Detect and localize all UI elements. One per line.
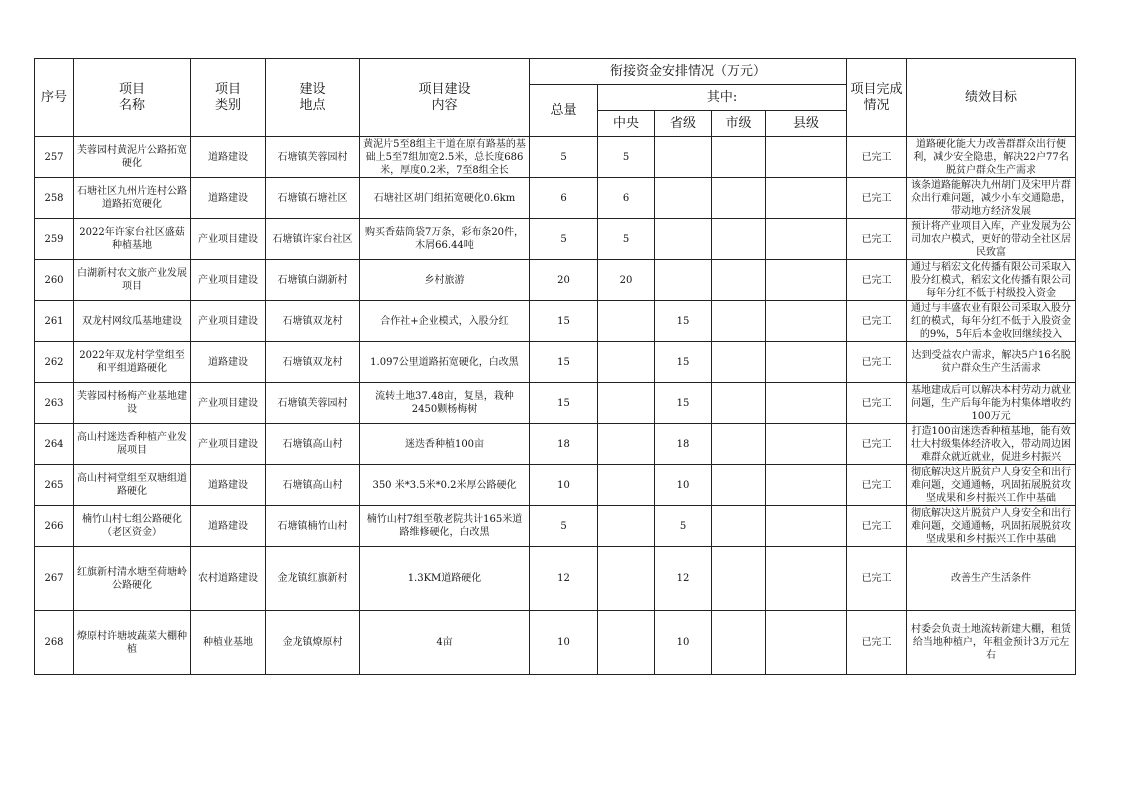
- header-county: 县级: [766, 111, 847, 137]
- cell-province: 10: [655, 465, 712, 506]
- cell-project-type: 道路建设: [191, 342, 266, 383]
- cell-central: 5: [598, 137, 655, 178]
- cell-location: 石塘镇许家台社区: [266, 219, 360, 260]
- cell-province: 15: [655, 301, 712, 342]
- cell-county: [766, 506, 847, 547]
- cell-status: 已完工: [847, 301, 907, 342]
- cell-city: [712, 137, 766, 178]
- cell-status: 已完工: [847, 506, 907, 547]
- table-row: [35, 260, 1076, 301]
- cell-seq: 258: [35, 178, 74, 219]
- header-status: 项目完成 情况: [847, 59, 907, 137]
- table-row: [35, 383, 1076, 424]
- table-row: [35, 178, 1076, 219]
- cell-goal: 预计将产业项目入库，产业发展为公司加农户模式，更好的带动全社区居民致富: [907, 219, 1076, 260]
- cell-total: 18: [530, 424, 598, 465]
- cell-county: [766, 260, 847, 301]
- header-province: 省级: [655, 111, 712, 137]
- cell-total: 5: [530, 219, 598, 260]
- cell-status: 已完工: [847, 424, 907, 465]
- cell-total: 15: [530, 383, 598, 424]
- header-central: 中央: [598, 111, 655, 137]
- cell-location: 石塘镇高山村: [266, 424, 360, 465]
- cell-status: 已完工: [847, 465, 907, 506]
- cell-project-name: 红旗新村清水塘至荷塘岭公路硬化: [74, 547, 191, 611]
- cell-project-type: 产业项目建设: [191, 424, 266, 465]
- cell-total: 6: [530, 178, 598, 219]
- cell-status: 已完工: [847, 260, 907, 301]
- cell-city: [712, 465, 766, 506]
- cell-province: 18: [655, 424, 712, 465]
- header-total: 总量: [530, 85, 598, 137]
- cell-seq: 266: [35, 506, 74, 547]
- cell-content: 1.097公里道路拓宽硬化，白改黑: [360, 342, 530, 383]
- cell-seq: 267: [35, 547, 74, 611]
- cell-total: 10: [530, 465, 598, 506]
- cell-central: [598, 611, 655, 675]
- cell-city: [712, 301, 766, 342]
- cell-status: 已完工: [847, 383, 907, 424]
- project-table: [34, 58, 1076, 675]
- cell-goal: 道路硬化能大力改善群群众出行便利，减少安全隐患，解决22户77名脱贫户群众生产需求: [907, 137, 1076, 178]
- cell-county: [766, 424, 847, 465]
- cell-county: [766, 465, 847, 506]
- cell-status: 已完工: [847, 611, 907, 675]
- cell-central: [598, 465, 655, 506]
- cell-total: 10: [530, 611, 598, 675]
- cell-status: 已完工: [847, 178, 907, 219]
- cell-total: 15: [530, 301, 598, 342]
- header-of-which: 其中:: [598, 85, 847, 111]
- cell-project-type: 种植业基地: [191, 611, 266, 675]
- cell-county: [766, 301, 847, 342]
- header-seq: 序号: [35, 59, 74, 137]
- cell-total: 15: [530, 342, 598, 383]
- cell-location: 金龙镇燎原村: [266, 611, 360, 675]
- cell-province: 10: [655, 611, 712, 675]
- cell-province: [655, 137, 712, 178]
- cell-goal: 彻底解决这片脱贫户人身安全和出行难问题，交通通畅，巩固拓展脱贫攻坚成果和乡村振兴工作中基础: [907, 465, 1076, 506]
- table-row: [35, 465, 1076, 506]
- cell-content: 流转土地37.48亩，复垦，栽种2450颗杨梅树: [360, 383, 530, 424]
- cell-goal: 通过与丰盛农业有限公司采取入股分红的模式，每年分红不低于入股资金的9%，5年后本金收回继续投入: [907, 301, 1076, 342]
- cell-total: 20: [530, 260, 598, 301]
- cell-project-name: 芙蓉园村黄泥片公路拓宽硬化: [74, 137, 191, 178]
- cell-goal: 改善生产生活条件: [907, 547, 1076, 611]
- table-row: [35, 611, 1076, 675]
- cell-goal: 通过与稻宏文化传播有限公司采取入股分红模式，稻宏文化传播有限公司每年分红不低于村级投入资金: [907, 260, 1076, 301]
- cell-project-type: 道路建设: [191, 137, 266, 178]
- cell-goal: 彻底解决这片脱贫户人身安全和出行难问题，交通通畅，巩固拓展脱贫攻坚成果和乡村振兴工作中基础: [907, 506, 1076, 547]
- cell-project-name: 燎原村许塘坡蔬菜大棚种植: [74, 611, 191, 675]
- cell-project-name: 芙蓉园村杨梅产业基地建设: [74, 383, 191, 424]
- table-row: [35, 342, 1076, 383]
- cell-goal: 该条道路能解决九州胡门及宋甲片群众出行难问题，减少小车交通隐患，带动地方经济发展: [907, 178, 1076, 219]
- cell-status: 已完工: [847, 342, 907, 383]
- cell-project-type: 产业项目建设: [191, 301, 266, 342]
- header-city: 市级: [712, 111, 766, 137]
- cell-county: [766, 219, 847, 260]
- cell-city: [712, 547, 766, 611]
- cell-content: 乡村旅游: [360, 260, 530, 301]
- cell-status: 已完工: [847, 137, 907, 178]
- cell-goal: 村委会负责土地流转新建大棚，租赁给当地种植户，年租金预计3万元左右: [907, 611, 1076, 675]
- cell-project-name: 白湖新村农文旅产业发展项目: [74, 260, 191, 301]
- cell-county: [766, 178, 847, 219]
- cell-central: [598, 547, 655, 611]
- cell-seq: 257: [35, 137, 74, 178]
- cell-location: 石塘镇楠竹山村: [266, 506, 360, 547]
- cell-location: 石塘镇高山村: [266, 465, 360, 506]
- cell-status: 已完工: [847, 547, 907, 611]
- cell-location: 石塘镇双龙村: [266, 342, 360, 383]
- cell-province: [655, 260, 712, 301]
- cell-project-type: 道路建设: [191, 465, 266, 506]
- cell-seq: 261: [35, 301, 74, 342]
- header-funds: 衔接资金安排情况（万元）: [530, 59, 847, 85]
- table-row: [35, 219, 1076, 260]
- cell-content: 楠竹山村7组至敬老院共计165米道路维修硬化，白改黑: [360, 506, 530, 547]
- cell-province: [655, 178, 712, 219]
- cell-project-name: 2022年许家台社区盛菇种植基地: [74, 219, 191, 260]
- cell-location: 石塘镇白湖新村: [266, 260, 360, 301]
- cell-seq: 262: [35, 342, 74, 383]
- cell-county: [766, 383, 847, 424]
- cell-seq: 268: [35, 611, 74, 675]
- cell-project-type: 产业项目建设: [191, 260, 266, 301]
- cell-county: [766, 547, 847, 611]
- cell-location: 石塘镇双龙村: [266, 301, 360, 342]
- cell-central: [598, 383, 655, 424]
- cell-location: 石塘镇石塘社区: [266, 178, 360, 219]
- header-project-name: 项目 名称: [74, 59, 191, 137]
- cell-county: [766, 611, 847, 675]
- cell-total: 5: [530, 506, 598, 547]
- cell-city: [712, 383, 766, 424]
- cell-goal: 基地建成后可以解决本村劳动力就业问题，生产后每年能为村集体增收约100万元: [907, 383, 1076, 424]
- cell-total: 12: [530, 547, 598, 611]
- cell-project-name: 双龙村网纹瓜基地建设: [74, 301, 191, 342]
- cell-city: [712, 506, 766, 547]
- cell-county: [766, 342, 847, 383]
- cell-project-type: 产业项目建设: [191, 383, 266, 424]
- cell-project-name: 石塘社区九州片连村公路道路拓宽硬化: [74, 178, 191, 219]
- header-location: 建设 地点: [266, 59, 360, 137]
- cell-project-name: 高山村迷迭香种植产业发展项目: [74, 424, 191, 465]
- cell-project-name: 高山村祠堂组至双塘组道路硬化: [74, 465, 191, 506]
- cell-location: 石塘镇芙蓉园村: [266, 383, 360, 424]
- cell-central: [598, 301, 655, 342]
- cell-central: 20: [598, 260, 655, 301]
- cell-central: 6: [598, 178, 655, 219]
- table-row: [35, 547, 1076, 611]
- cell-content: 1.3KM道路硬化: [360, 547, 530, 611]
- cell-content: 黄泥片5至8组主干道在原有路基的基础上5至7组加宽2.5米，总长度686米，厚度0.2米，7至8组全长: [360, 137, 530, 178]
- cell-total: 5: [530, 137, 598, 178]
- cell-province: [655, 219, 712, 260]
- cell-content: 4亩: [360, 611, 530, 675]
- cell-content: 350 米*3.5米*0.2米厚公路硬化: [360, 465, 530, 506]
- cell-seq: 260: [35, 260, 74, 301]
- cell-goal: 打造100亩迷迭香种植基地，能有效壮大村级集体经济收入，带动周边困难群众就近就业，促进乡村振兴: [907, 424, 1076, 465]
- cell-status: 已完工: [847, 219, 907, 260]
- cell-province: 15: [655, 383, 712, 424]
- cell-project-type: 道路建设: [191, 506, 266, 547]
- cell-seq: 265: [35, 465, 74, 506]
- cell-province: 15: [655, 342, 712, 383]
- header-project-type: 项目 类别: [191, 59, 266, 137]
- cell-city: [712, 260, 766, 301]
- cell-location: 金龙镇红旗新村: [266, 547, 360, 611]
- cell-seq: 264: [35, 424, 74, 465]
- cell-content: 石塘社区胡门组拓宽硬化0.6km: [360, 178, 530, 219]
- cell-project-type: 农村道路建设: [191, 547, 266, 611]
- cell-city: [712, 611, 766, 675]
- cell-seq: 263: [35, 383, 74, 424]
- header-content: 项目建设 内容: [360, 59, 530, 137]
- cell-project-name: 楠竹山村七组公路硬化（老区资金）: [74, 506, 191, 547]
- cell-city: [712, 424, 766, 465]
- table-row: [35, 301, 1076, 342]
- cell-province: 5: [655, 506, 712, 547]
- cell-city: [712, 342, 766, 383]
- cell-content: 合作社+企业模式，入股分红: [360, 301, 530, 342]
- cell-project-name: 2022年双龙村学堂组至和平组道路硬化: [74, 342, 191, 383]
- cell-project-type: 产业项目建设: [191, 219, 266, 260]
- cell-province: 12: [655, 547, 712, 611]
- cell-city: [712, 178, 766, 219]
- cell-central: [598, 424, 655, 465]
- cell-content: 购买香菇筒袋7万条，彩布条20件，木屑66.44吨: [360, 219, 530, 260]
- cell-central: [598, 506, 655, 547]
- cell-content: 迷迭香种植100亩: [360, 424, 530, 465]
- cell-goal: 达到受益农户需求，解决5户16名脱贫户群众生产生活需求: [907, 342, 1076, 383]
- table-row: [35, 137, 1076, 178]
- cell-central: [598, 342, 655, 383]
- cell-county: [766, 137, 847, 178]
- cell-location: 石塘镇芙蓉园村: [266, 137, 360, 178]
- cell-central: 5: [598, 219, 655, 260]
- table-row: [35, 424, 1076, 465]
- header-goal: 绩效目标: [907, 59, 1076, 137]
- cell-city: [712, 219, 766, 260]
- table-row: [35, 506, 1076, 547]
- cell-seq: 259: [35, 219, 74, 260]
- cell-project-type: 道路建设: [191, 178, 266, 219]
